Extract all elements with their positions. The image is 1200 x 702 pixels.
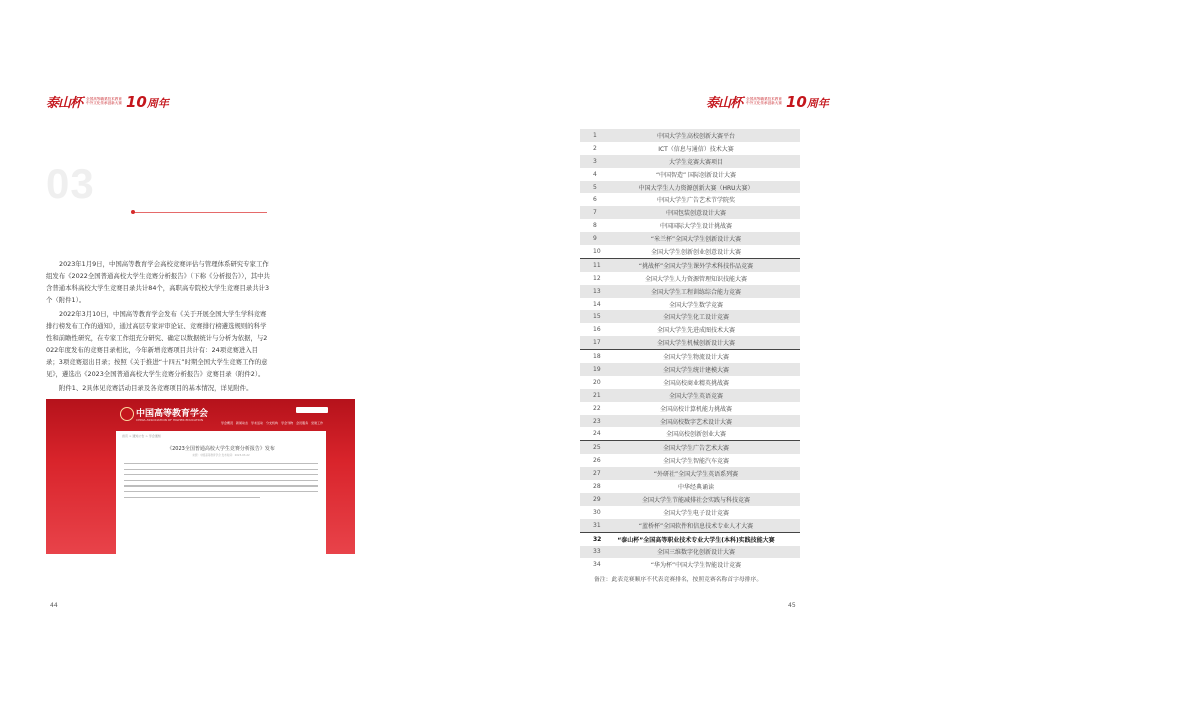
row-number: 23 — [593, 417, 601, 425]
row-number: 30 — [593, 508, 601, 516]
logo-anniversary — [126, 93, 169, 111]
competition-name: 中国国际大学生设计挑战赛 — [659, 223, 732, 231]
row-number: 16 — [593, 326, 601, 334]
table-note: 备注：此表竞赛顺序不代表竞赛排名，按照竞赛名称首字母排序。 — [594, 577, 763, 583]
screenshot-breadcrumb: 首页 > 通知公告 > 学会通知 — [122, 434, 161, 438]
competition-name: “华为杯”中国大学生智能设计竞赛 — [650, 562, 742, 570]
table-row — [580, 480, 800, 493]
competition-name: 全国大学生先进成图技术大赛 — [656, 327, 735, 335]
table-row — [580, 440, 800, 454]
table-row — [580, 245, 800, 258]
row-number: 31 — [593, 521, 601, 529]
table-row — [580, 376, 800, 389]
competition-name: 全国大学生广告艺术大赛 — [662, 445, 729, 453]
table-row — [580, 415, 800, 428]
table-row — [580, 427, 800, 440]
screenshot-headline: 《2023全国普通高校大学生竞赛分析报告》发布 — [167, 446, 275, 452]
competition-name: “米兰杯”全国大学生创新设计大赛 — [650, 236, 742, 244]
decorative-dot — [131, 210, 135, 214]
table-row — [580, 349, 800, 363]
competition-name: 中国大学生高校创新大赛平台 — [656, 132, 735, 140]
competition-name: 全国高校创新创业大赛 — [665, 431, 726, 439]
competition-table — [580, 129, 800, 571]
table-row — [580, 258, 800, 272]
screenshot-nav-item: 学术活动 — [251, 421, 264, 425]
competition-name: 全国大学生物流设计大赛 — [662, 354, 729, 362]
competition-name: 全国高校商业精英挑战赛 — [662, 379, 729, 387]
table-row — [580, 285, 800, 298]
competition-name: 全国大学生英语竞赛 — [668, 392, 723, 400]
table-row — [580, 310, 800, 323]
table-row — [580, 206, 800, 219]
body-text — [46, 258, 270, 396]
row-number: 12 — [593, 274, 601, 282]
screenshot-search-box — [296, 407, 328, 413]
competition-name: 全国大学生创新创业创意设计大赛 — [650, 248, 741, 256]
row-number: 14 — [593, 300, 601, 308]
logo-subtitle — [86, 98, 122, 105]
row-number: 20 — [593, 378, 601, 386]
table-row — [580, 336, 800, 349]
row-number: 15 — [593, 313, 601, 321]
table-row — [580, 402, 800, 415]
logo-subtitle-line1: 全国高等職業技术教育 — [746, 96, 782, 101]
row-number: 17 — [593, 339, 601, 347]
screenshot-site-title: 中国高等教育学会 — [136, 409, 209, 419]
decorative-divider — [133, 212, 267, 213]
row-number: 3 — [593, 157, 597, 165]
logo-brand: 泰山杯 — [46, 96, 83, 111]
competition-name: 全国三维数字化创新设计大赛 — [656, 549, 735, 557]
header-logo — [46, 92, 169, 111]
competition-name: “外研社”全国大学生英语系列赛 — [653, 471, 739, 479]
table-row — [580, 272, 800, 285]
competition-name: “泰山杯”全国高等职业技术专业大学生(本科)实践技能大赛 — [617, 536, 775, 544]
competition-name: 中国包装创意设计大赛 — [665, 210, 726, 218]
competition-name: “蓝桥杯”全国软件和信息技术专业人才大赛 — [638, 522, 754, 530]
table-row — [580, 363, 800, 376]
row-number: 28 — [593, 482, 601, 490]
text-line — [124, 491, 318, 492]
competition-name: 全国大学生工程训练综合能力竞赛 — [650, 288, 741, 296]
paragraph: 2022年3月10日，中国高等教育学会发布《关于开展全国大学生学科竞赛排行榜发布工作的通知》，通过高层专家评审论证、竞赛排行榜遴选规则的科学性和前瞻性研究，在专家工作组充分研究、确定以数据统计与分析为依据，与2022年度发布的竞赛目录相比，今年新增竞赛项目共计有：24项竞赛进入目录；3项竞赛退出目录；按照《关于推进“十四五”时期全国大学生竞赛工作的意见》，遴选出《2023全国普通高校大学生竞赛分析报告》竞赛目录（附件2）。 — [46, 310, 268, 378]
logo-years-number: 10 — [785, 92, 807, 111]
table-row — [580, 506, 800, 519]
screenshot-nav — [221, 421, 323, 425]
competition-name: “挑战杯”全国大学生课外学术科技作品竞赛 — [638, 262, 754, 270]
text-line — [124, 474, 318, 475]
logo-subtitle-line2: 中外文化传承创新大赛 — [86, 100, 122, 105]
row-number: 9 — [593, 235, 597, 243]
screenshot-nav-item: 分支机构 — [266, 421, 279, 425]
competition-name: 全国大学生节能减排社会实践与科技竞赛 — [641, 496, 750, 504]
logo-anniversary — [786, 93, 829, 111]
row-number: 29 — [593, 495, 601, 503]
competition-name: 全国高校计算机能力挑战赛 — [659, 405, 732, 413]
table-row — [580, 558, 800, 571]
row-number: 8 — [593, 222, 597, 230]
table-row — [580, 232, 800, 245]
row-number: 26 — [593, 457, 601, 465]
table-row — [580, 546, 800, 559]
row-number: 13 — [593, 287, 601, 295]
table-row — [580, 389, 800, 402]
logo-years-suffix: 周年 — [146, 96, 169, 110]
screenshot-nav-item: 会员服务 — [296, 421, 309, 425]
logo-subtitle-line1: 全国高等職業技术教育 — [86, 96, 122, 101]
competition-name: 全国大学生机械创新设计大赛 — [656, 340, 735, 348]
table-row — [580, 181, 800, 194]
table-row — [580, 129, 800, 142]
paragraph: 附件1、2具体见竞赛活动目录及各竞赛项目的基本情况，详见附件。 — [59, 384, 253, 392]
table-row — [580, 493, 800, 506]
table-row — [580, 142, 800, 155]
text-line — [124, 463, 318, 464]
row-number: 19 — [593, 365, 601, 373]
table-row — [580, 532, 800, 546]
page-number-left: 44 — [50, 602, 58, 609]
row-number: 2 — [593, 144, 597, 152]
association-emblem-icon — [120, 407, 134, 421]
competition-name: 中华经典诵读 — [677, 483, 714, 491]
table-row — [580, 155, 800, 168]
table-row — [580, 219, 800, 232]
text-line — [124, 469, 318, 470]
text-line — [124, 485, 318, 486]
screenshot-article-body — [124, 463, 318, 502]
competition-name: 全国大学生人力资源管理知识技能大赛 — [644, 275, 747, 283]
row-number: 21 — [593, 391, 601, 399]
competition-name: 大学生竞赛大赛项目 — [668, 158, 723, 166]
table-row — [580, 298, 800, 311]
table-row — [580, 193, 800, 206]
logo-subtitle-line2: 中外文化传承创新大赛 — [746, 100, 782, 105]
table-row — [580, 467, 800, 480]
table-row — [580, 168, 800, 181]
logo-subtitle — [746, 98, 782, 105]
row-number: 5 — [593, 183, 597, 191]
table-row — [580, 323, 800, 336]
logo-brand: 泰山杯 — [706, 96, 743, 111]
screenshot-nav-item: 党建工作 — [311, 421, 324, 425]
screenshot-meta: 来源：中国高等教育学会 发布时间：2023-03-22 — [192, 454, 250, 457]
competition-name: 中国大学生广告艺术节学院奖 — [656, 197, 735, 205]
row-number: 27 — [593, 470, 601, 478]
table-row — [580, 519, 800, 532]
screenshot-nav-item: 学会概况 — [221, 421, 234, 425]
row-number: 25 — [593, 444, 601, 452]
screenshot-site-subtitle: CHINA ASSOCIATION OF HIGHER EDUCATION — [136, 418, 204, 422]
row-number: 33 — [593, 548, 601, 556]
paragraph: 2023年1月9日，中国高等教育学会高校竞赛评估与管理体系研究专家工作组发布《2022全国普通高校大学生竞赛分析报告》（下称《分析报告》），其中共含普通本科高校大学生竞赛目录共计84个，高职高专院校大学生竞赛目录共计3个（附件1）。 — [46, 260, 270, 304]
logo-years-number: 10 — [125, 92, 147, 111]
logo-years-suffix: 周年 — [806, 96, 829, 110]
competition-name: ICT（信息与通信）技术大赛 — [658, 145, 734, 153]
competition-name: 全国大学生电子设计竞赛 — [662, 509, 729, 517]
row-number: 22 — [593, 404, 601, 412]
header-logo — [706, 92, 829, 111]
website-screenshot — [46, 399, 355, 554]
row-number: 1 — [593, 131, 597, 139]
page-number-right: 45 — [788, 602, 796, 609]
competition-name: 全国大学生统计建模大赛 — [662, 366, 729, 374]
competition-name: 全国高校数字艺术设计大赛 — [659, 418, 732, 426]
screenshot-nav-item: 新闻动态 — [236, 421, 249, 425]
screenshot-article — [116, 431, 326, 554]
row-number: 4 — [593, 170, 597, 178]
row-number: 11 — [593, 261, 601, 269]
row-number: 7 — [593, 209, 597, 217]
competition-name: 全国大学生数学竞赛 — [668, 301, 723, 309]
competition-name: 全国大学生智能汽车竞赛 — [662, 458, 729, 466]
screenshot-nav-item: 学会刊物 — [281, 421, 294, 425]
competition-name: 全国大学生化工设计竞赛 — [662, 314, 729, 322]
row-number: 10 — [593, 247, 601, 255]
text-line — [124, 480, 318, 481]
row-number: 24 — [593, 430, 601, 438]
table-row — [580, 454, 800, 467]
row-number: 6 — [593, 196, 597, 204]
row-number: 34 — [593, 561, 601, 569]
chapter-number: 03 — [46, 160, 95, 207]
competition-name: “中国智造” 国际创新设计大赛 — [655, 171, 737, 179]
row-number: 18 — [593, 353, 601, 361]
competition-name: 中国大学生人力资源创新大赛（HRU大赛） — [638, 184, 754, 192]
text-line — [124, 497, 260, 498]
row-number: 32 — [593, 535, 602, 543]
